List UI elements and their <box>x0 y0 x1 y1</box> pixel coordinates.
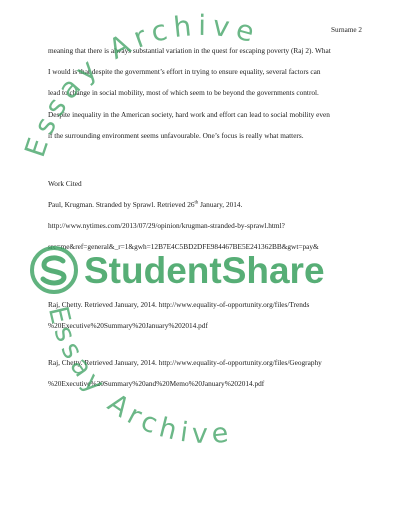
paragraph-line: I would is that despite the government’s effort in trying to ensure equality, several factors can <box>48 67 321 76</box>
citation-3-line-1: Raj, Chetty. Retrieved January, 2014. http://www.equality-of-opportunity.org/files/Geography <box>48 358 322 367</box>
citation-1-url-line-1: http://www.nytimes.com/2013/07/29/opinion/krugman-stranded-by-sprawl.html? <box>48 221 285 230</box>
citation-3-line-2: %20Executive%20Summary%20and%20Memo%20January%202014.pdf <box>48 379 265 388</box>
paragraph-line: lead to change in social mobility, most of which seem to be beyond the governments control. <box>48 88 319 97</box>
watermark-arc-text-bottom: Essay Archive <box>41 303 235 451</box>
citation-1-line-1: Paul, Krugman. Stranded by Sprawl. Retrieved 26th January, 2014. <box>48 200 243 209</box>
citation-2-line-1: Raj, Chetty. Retrieved January, 2014. http://www.equality-of-opportunity.org/files/Trends <box>48 300 310 309</box>
paragraph-line: if the surrounding environment seems unfavourable. One’s focus is really what matters. <box>48 131 304 140</box>
citation-1-url-line-2: src=me&ref=general&_r=1&gwh=12B7E4C5BD2DFE984467BE5E241362BB&gwt=pay& <box>48 242 319 251</box>
works-cited-heading: Work Cited <box>48 179 82 188</box>
watermark-arc-text-top: Essay Archive <box>18 8 264 162</box>
studentshare-logo-text: StudentShare <box>84 250 325 291</box>
paragraph-line: Despite inequality in the American society, hard work and effort can lead to social mobility even <box>48 110 330 119</box>
studentshare-logo-icon <box>32 248 76 292</box>
paragraph-line: meaning that there is always substantial variation in the quest for escaping poverty (Raj 2). What <box>48 46 331 55</box>
page-header-surname: Surname 2 <box>331 26 362 34</box>
citation-2-line-2: %20Executive%20Summary%20January%202014.pdf <box>48 321 208 330</box>
